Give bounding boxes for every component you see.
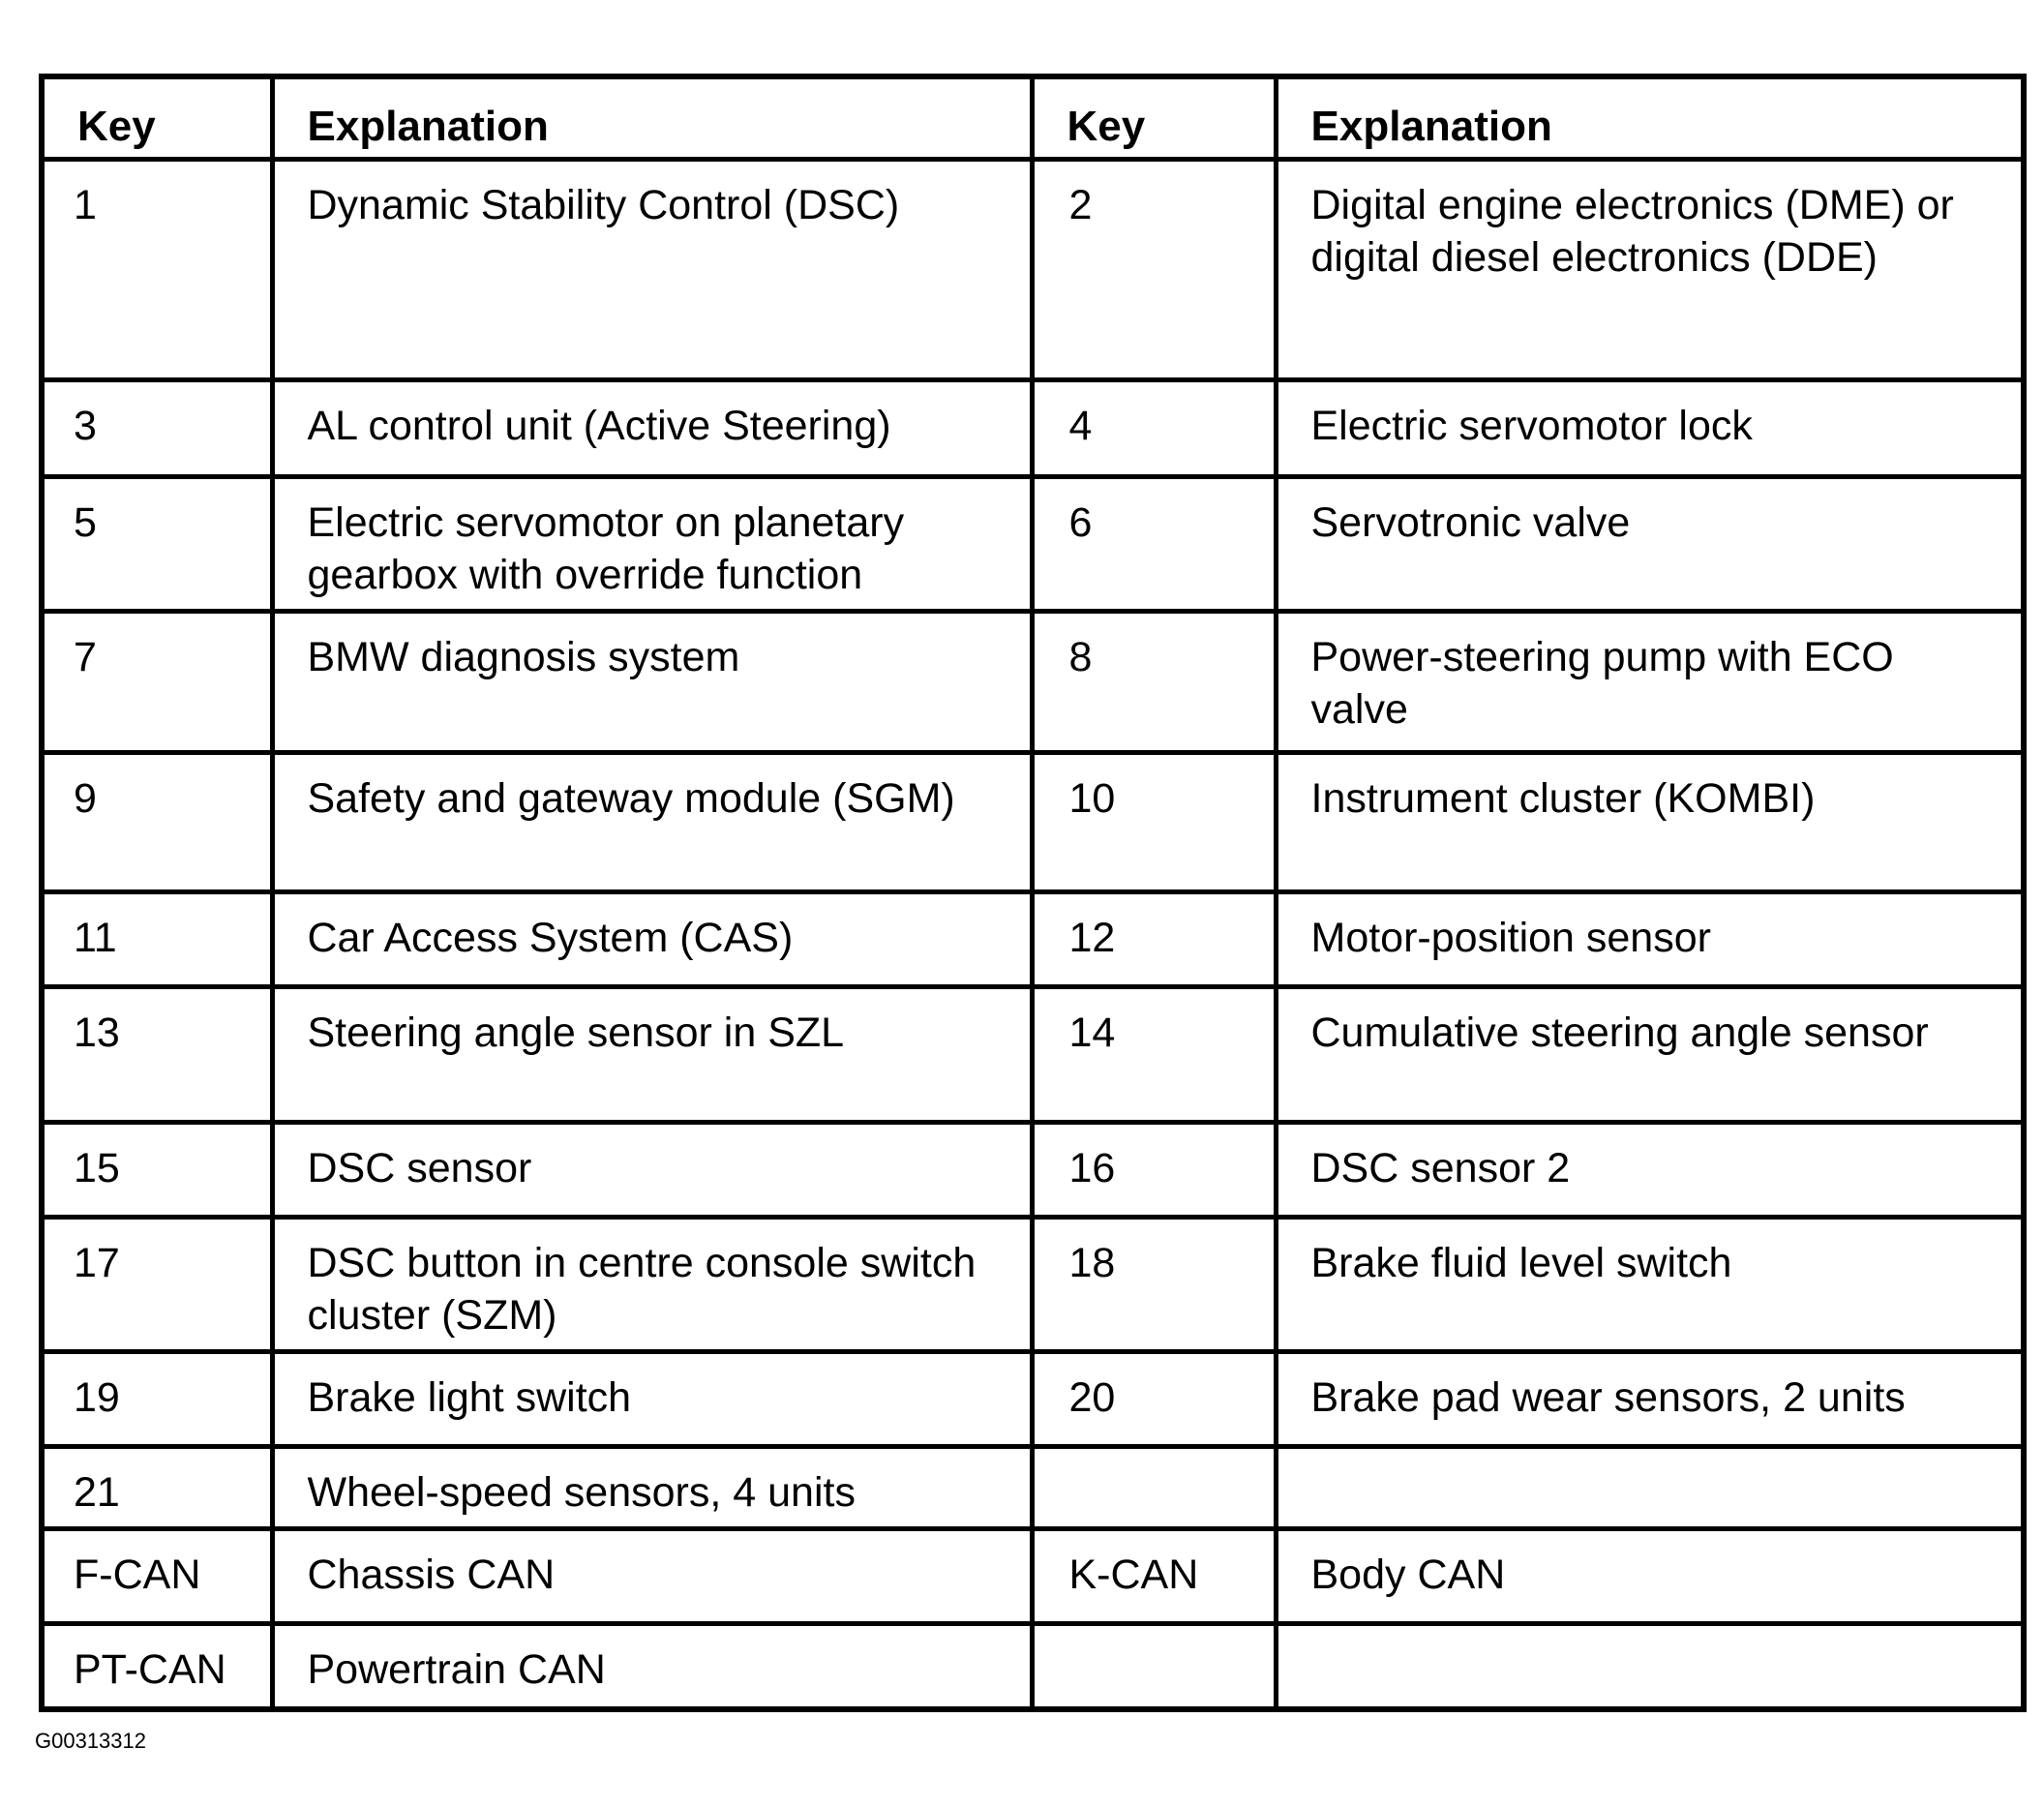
explanation-cell: Electric servomotor on planetary gearbox with override function [272, 477, 1032, 612]
table-row [42, 1529, 2024, 1624]
key-cell: 17 [42, 1218, 272, 1352]
key-cell: 14 [1032, 987, 1276, 1123]
explanation-cell: DSC sensor 2 [1276, 1123, 2024, 1218]
key-cell: 13 [42, 987, 272, 1123]
legend-table-body [42, 160, 2024, 1709]
key-cell: 10 [1032, 753, 1276, 892]
key-cell: 8 [1032, 612, 1276, 753]
key-cell: F-CAN [42, 1529, 272, 1624]
key-cell [1032, 1447, 1276, 1529]
header-explanation-1: Explanation [272, 76, 1032, 160]
table-row [42, 753, 2024, 892]
explanation-cell: Safety and gateway module (SGM) [272, 753, 1032, 892]
explanation-cell: Powertrain CAN [272, 1624, 1032, 1709]
key-cell: 3 [42, 380, 272, 477]
table-row [42, 1447, 2024, 1529]
key-cell: 20 [1032, 1352, 1276, 1447]
key-cell: 12 [1032, 892, 1276, 987]
legend-table [39, 74, 2027, 1712]
key-cell: 19 [42, 1352, 272, 1447]
key-cell: PT-CAN [42, 1624, 272, 1709]
key-cell: 7 [42, 612, 272, 753]
table-row [42, 1218, 2024, 1352]
explanation-cell: Power-steering pump with ECO valve [1276, 612, 2024, 753]
table-row [42, 612, 2024, 753]
explanation-cell: Servotronic valve [1276, 477, 2024, 612]
figure-id-label: G00313312 [35, 1729, 146, 1753]
table-row [42, 892, 2024, 987]
explanation-cell: Electric servomotor lock [1276, 380, 2024, 477]
key-cell: 4 [1032, 380, 1276, 477]
key-cell: 16 [1032, 1123, 1276, 1218]
header-key-2: Key [1032, 76, 1276, 160]
header-explanation-2: Explanation [1276, 76, 2024, 160]
explanation-cell [1276, 1624, 2024, 1709]
header-key-1: Key [42, 76, 272, 160]
explanation-cell: Body CAN [1276, 1529, 2024, 1624]
explanation-cell: DSC sensor [272, 1123, 1032, 1218]
explanation-cell: Brake fluid level switch [1276, 1218, 2024, 1352]
explanation-cell: Wheel-speed sensors, 4 units [272, 1447, 1032, 1529]
explanation-cell: AL control unit (Active Steering) [272, 380, 1032, 477]
explanation-cell: BMW diagnosis system [272, 612, 1032, 753]
table-row [42, 477, 2024, 612]
key-cell: 9 [42, 753, 272, 892]
explanation-cell: Dynamic Stability Control (DSC) [272, 160, 1032, 380]
explanation-cell: Motor-position sensor [1276, 892, 2024, 987]
table-row [42, 1624, 2024, 1709]
key-cell: K-CAN [1032, 1529, 1276, 1624]
explanation-cell: Cumulative steering angle sensor [1276, 987, 2024, 1123]
key-cell: 1 [42, 160, 272, 380]
key-cell: 18 [1032, 1218, 1276, 1352]
table-row [42, 160, 2024, 380]
explanation-cell: Steering angle sensor in SZL [272, 987, 1032, 1123]
explanation-cell [1276, 1447, 2024, 1529]
explanation-cell: Brake pad wear sensors, 2 units [1276, 1352, 2024, 1447]
key-cell: 15 [42, 1123, 272, 1218]
table-row [42, 1352, 2024, 1447]
explanation-cell: Brake light switch [272, 1352, 1032, 1447]
explanation-cell: Chassis CAN [272, 1529, 1032, 1624]
explanation-cell: Car Access System (CAS) [272, 892, 1032, 987]
key-cell: 5 [42, 477, 272, 612]
legend-table-header [42, 76, 2024, 160]
explanation-cell: Instrument cluster (KOMBI) [1276, 753, 2024, 892]
table-row [42, 987, 2024, 1123]
table-row [42, 380, 2024, 477]
header-row [42, 76, 2024, 160]
table-row [42, 1123, 2024, 1218]
key-cell [1032, 1624, 1276, 1709]
key-cell: 11 [42, 892, 272, 987]
key-cell: 21 [42, 1447, 272, 1529]
key-cell: 6 [1032, 477, 1276, 612]
key-cell: 2 [1032, 160, 1276, 380]
explanation-cell: Digital engine electronics (DME) or digital diesel electronics (DDE) [1276, 160, 2024, 380]
explanation-cell: DSC button in centre console switch cluster (SZM) [272, 1218, 1032, 1352]
